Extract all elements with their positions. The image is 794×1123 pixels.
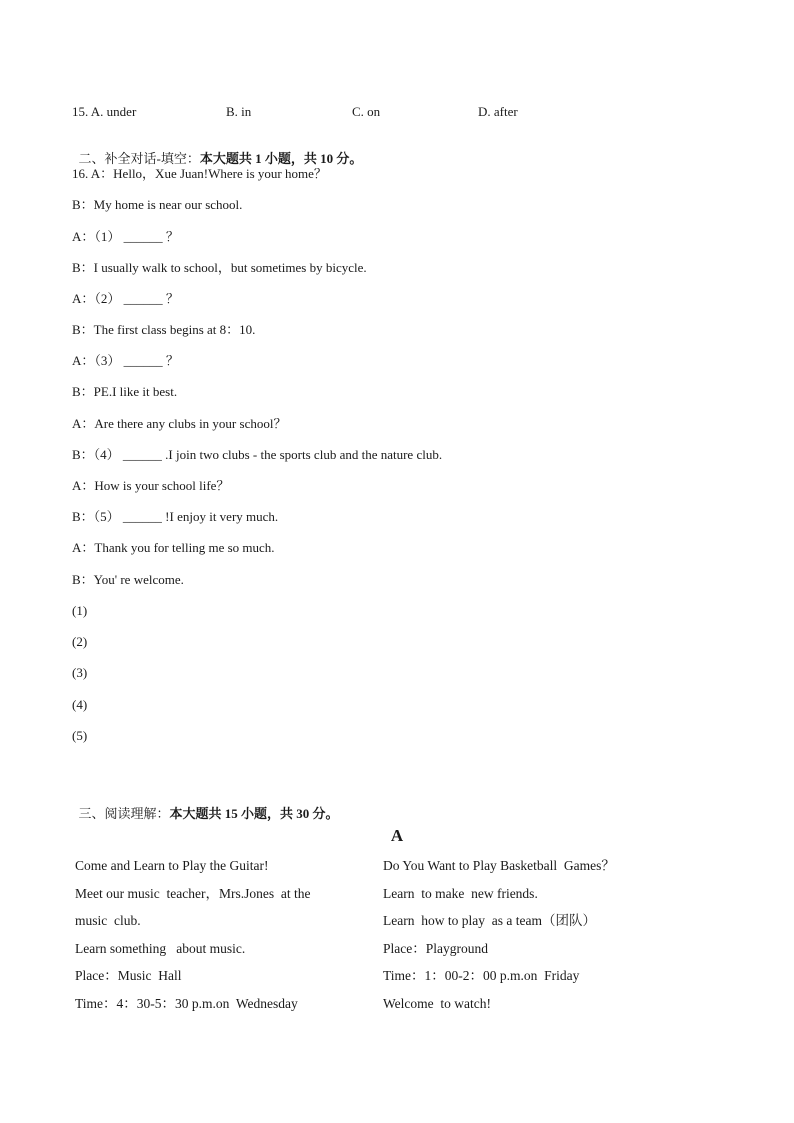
left-column-line: music club. xyxy=(75,913,141,929)
passage-left-column xyxy=(75,857,310,1023)
answer-slot-5[interactable]: (5) xyxy=(72,728,88,743)
q15-option-b: B. in xyxy=(226,104,252,119)
dialogue-line: A：（2） ______ ？ xyxy=(72,291,179,306)
q15-option-d: D. after xyxy=(478,104,518,119)
left-column-line: Come and Learn to Play the Guitar! xyxy=(75,858,269,873)
right-column-line: Do You Want to Play Basketball Games？ xyxy=(383,858,615,873)
q15-option-c: C. on xyxy=(352,104,381,119)
right-column-line: Learn how to play as a team（团队） xyxy=(383,913,596,929)
right-column-line: Time：1：00-2：00 p.m.on Friday xyxy=(383,968,580,984)
left-column-line: Place：Music Hall xyxy=(75,968,182,984)
dialogue-line: 16. A：Hello，Xue Juan!Where is your home？ xyxy=(72,166,327,181)
dialogue-line: B：（5） ______ !I enjoy it very much. xyxy=(72,509,279,524)
answer-slot-3[interactable]: (3) xyxy=(72,665,88,680)
right-column-line: Welcome to watch! xyxy=(383,995,491,1011)
right-column-line: Learn to make new friends. xyxy=(383,885,538,901)
dialogue-line: A：Thank you for telling me so much. xyxy=(72,540,275,555)
dialogue-line: A：（3） ______ ？ xyxy=(72,353,179,368)
left-column-line: Learn something about music. xyxy=(75,940,246,956)
dialogue-line: A：How is your school life？ xyxy=(72,478,230,493)
section-3-heading xyxy=(72,790,339,822)
right-column-line: Place：Playground xyxy=(383,940,488,956)
q15-option-a: 15. A. under xyxy=(72,104,137,119)
dialogue-line: B：（4） ______ .I join two clubs - the sports club and the nature club. xyxy=(72,447,443,462)
left-column-line: Meet our music teacher，Mrs.Jones at the xyxy=(75,885,311,901)
section-2-bold: 本大题共 1 小题，共 10 分。 xyxy=(199,151,363,166)
section-2-prefix: 二、补全对话-填空： xyxy=(78,151,200,166)
dialogue-line: B：My home is near our school. xyxy=(72,197,243,212)
section-3-prefix: 三、阅读理解： xyxy=(78,806,170,821)
section-3-bold: 本大题共 15 小题，共 30 分。 xyxy=(169,806,339,821)
answer-slot-2[interactable]: (2) xyxy=(72,634,88,649)
passage-title: A xyxy=(390,826,404,845)
dialogue-line: A：（1） ______ ？ xyxy=(72,229,179,244)
dialogue-line: A：Are there any clubs in your school？ xyxy=(72,416,287,431)
answer-slot-4[interactable]: (4) xyxy=(72,697,88,712)
answer-slot-1[interactable]: (1) xyxy=(72,603,88,618)
left-column-line: Time：4：30-5：30 p.m.on Wednesday xyxy=(75,995,298,1011)
dialogue-line: B：PE.I like it best. xyxy=(72,384,178,399)
dialogue-line: B：You' re welcome. xyxy=(72,572,184,587)
passage-right-column xyxy=(383,857,615,1023)
dialogue-line: B：I usually walk to school，but sometimes by bicycle. xyxy=(72,260,367,275)
dialogue-line: B：The first class begins at 8：10. xyxy=(72,322,256,337)
section-2-heading xyxy=(72,135,362,167)
